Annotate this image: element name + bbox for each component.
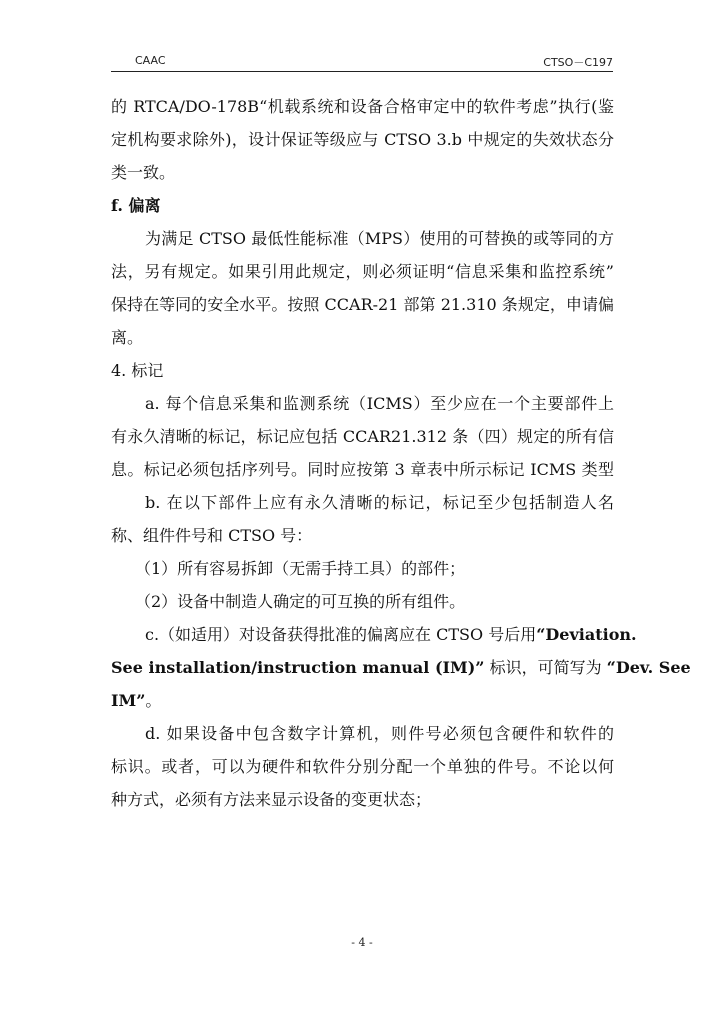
page-header	[111, 53, 613, 72]
paragraph-line: 的 RTCA/DO-178B“机载系统和设备合格审定中的软件考虑”执行(鉴	[111, 97, 614, 116]
paragraph-line: 有永久清晰的标记，标记应包括 CCAR21.312 条（四）规定的所有信	[111, 427, 614, 446]
paragraph-line: d. 如果设备中包含数字计算机，则件号必须包含硬件和软件的	[145, 724, 614, 743]
paragraph-line: 离。	[111, 328, 144, 347]
paragraph-line	[111, 684, 614, 717]
document-body	[111, 90, 691, 816]
text-run: 。	[145, 691, 162, 710]
paragraph-line	[111, 618, 637, 651]
section-heading-f: f. 偏离	[111, 196, 161, 215]
paragraph-line: 定机构要求除外)，设计保证等级应与 CTSO 3.b 中规定的失效状态分	[111, 130, 614, 149]
section-heading-4: 4. 标记	[111, 361, 164, 380]
paragraph-line: 类一致。	[111, 163, 176, 182]
text-run-bold: “Dev. See	[606, 658, 691, 677]
paragraph-line: 为满足 CTSO 最低性能标准（MPS）使用的可替换的或等同的方	[145, 229, 614, 248]
list-item: （1）所有容易拆卸（无需手持工具）的部件；	[135, 559, 466, 578]
text-run: 标识，可简写为	[484, 658, 607, 677]
paragraph-line: 息。标记必须包括序列号。同时应按第 3 章表中所示标记 ICMS 类型	[111, 460, 614, 479]
paragraph-line: 法，另有规定。如果引用此规定，则必须证明“信息采集和监控系统”	[111, 262, 614, 281]
text-run-bold: See installation/instruction manual (IM)”	[111, 658, 485, 677]
paragraph-line: 保持在等同的安全水平。按照 CCAR-21 部第 21.310 条规定，申请偏	[111, 295, 614, 314]
header-org: CAAC	[135, 54, 166, 67]
paragraph-line: a. 每个信息采集和监测系统（ICMS）至少应在一个主要部件上	[145, 394, 614, 413]
paragraph-line: b. 在以下部件上应有永久清晰的标记，标记至少包括制造人名	[145, 493, 614, 512]
paragraph-line: 标识。或者，可以为硬件和软件分别分配一个单独的件号。不论以何	[111, 757, 614, 776]
text-run-bold: IM”	[111, 691, 146, 710]
header-doc-id: CTSO－C197	[543, 56, 613, 69]
text-run-bold: “Deviation.	[536, 625, 637, 644]
list-item: （2）设备中制造人确定的可互换的所有组件。	[135, 592, 466, 611]
paragraph-line	[111, 651, 691, 684]
page-number: - 4 -	[351, 936, 373, 949]
paragraph-line: 种方式，必须有方法来显示设备的变更状态；	[111, 790, 432, 809]
paragraph-line: 称、组件件号和 CTSO 号：	[111, 526, 313, 545]
text-run: c.（如适用）对设备获得批准的偏离应在 CTSO 号后用	[145, 625, 537, 644]
